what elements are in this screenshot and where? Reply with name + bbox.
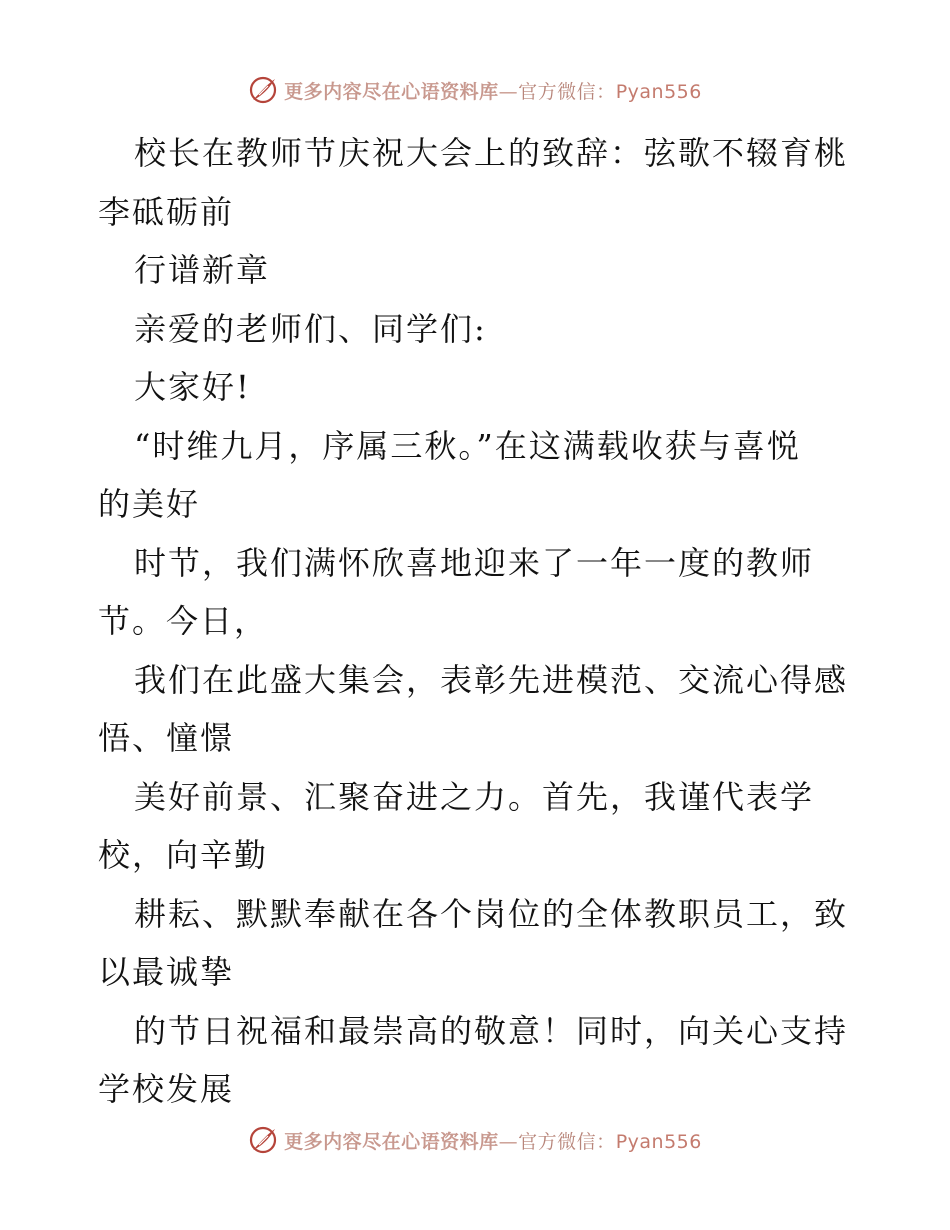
salutation: 亲爱的老师们、同学们: bbox=[134, 309, 487, 348]
paragraph-line: 的节日祝福和最崇高的敬意！同时，向关心支持 bbox=[134, 1011, 849, 1050]
footer-separator: — bbox=[498, 1130, 519, 1153]
header-wechat-label: 官方微信： bbox=[518, 80, 616, 103]
paragraph-line: 时节，我们满怀欣喜地迎来了一年一度的教师 bbox=[134, 543, 815, 582]
paragraph-line: 的美好 bbox=[98, 485, 201, 523]
footer-brand: 更多内容尽在心语资料库 bbox=[284, 1130, 499, 1153]
paragraph-line: 校，向辛勤 bbox=[98, 836, 269, 874]
header-text bbox=[284, 77, 702, 104]
title-line-3: 行谱新章 bbox=[134, 251, 271, 289]
document-body bbox=[98, 124, 868, 1119]
header-separator: — bbox=[498, 80, 519, 103]
paragraph-line: 学校发展 bbox=[98, 1070, 235, 1108]
header-wechat-id: Pyan556 bbox=[615, 80, 702, 103]
paragraph-line: 美好前景、汇聚奋进之力。首先，我谨代表学 bbox=[134, 777, 815, 816]
greeting: 大家好! bbox=[134, 368, 251, 406]
header-brand: 更多内容尽在心语资料库 bbox=[284, 80, 499, 103]
footer-wechat-label: 官方微信： bbox=[518, 1130, 616, 1153]
title-line-2: 李砥砺前 bbox=[98, 192, 235, 231]
paragraph-line: 以最诚挚 bbox=[98, 953, 235, 991]
footer-wechat-id: Pyan556 bbox=[615, 1130, 702, 1153]
paragraph-line: 耕耘、默默奉献在各个岗位的全体教职员工，致 bbox=[134, 894, 849, 933]
title-line-1: 校长在教师节庆祝大会上的致辞：弦歌不辍育桃 bbox=[134, 134, 849, 172]
paragraph-line: 悟、憧憬 bbox=[98, 719, 235, 757]
feather-pen-logo-icon bbox=[248, 75, 278, 105]
paragraph-line: 节。今日， bbox=[98, 602, 269, 640]
feather-pen-logo-icon bbox=[248, 1125, 278, 1155]
header-banner bbox=[0, 70, 950, 110]
footer-banner bbox=[0, 1120, 950, 1160]
paragraph-line: 我们在此盛大集会，表彰先进模范、交流心得感 bbox=[134, 660, 849, 699]
paragraph-line: “时维九月，序属三秋。”在这满载收获与喜悦 bbox=[134, 426, 801, 465]
footer-text bbox=[284, 1127, 702, 1154]
